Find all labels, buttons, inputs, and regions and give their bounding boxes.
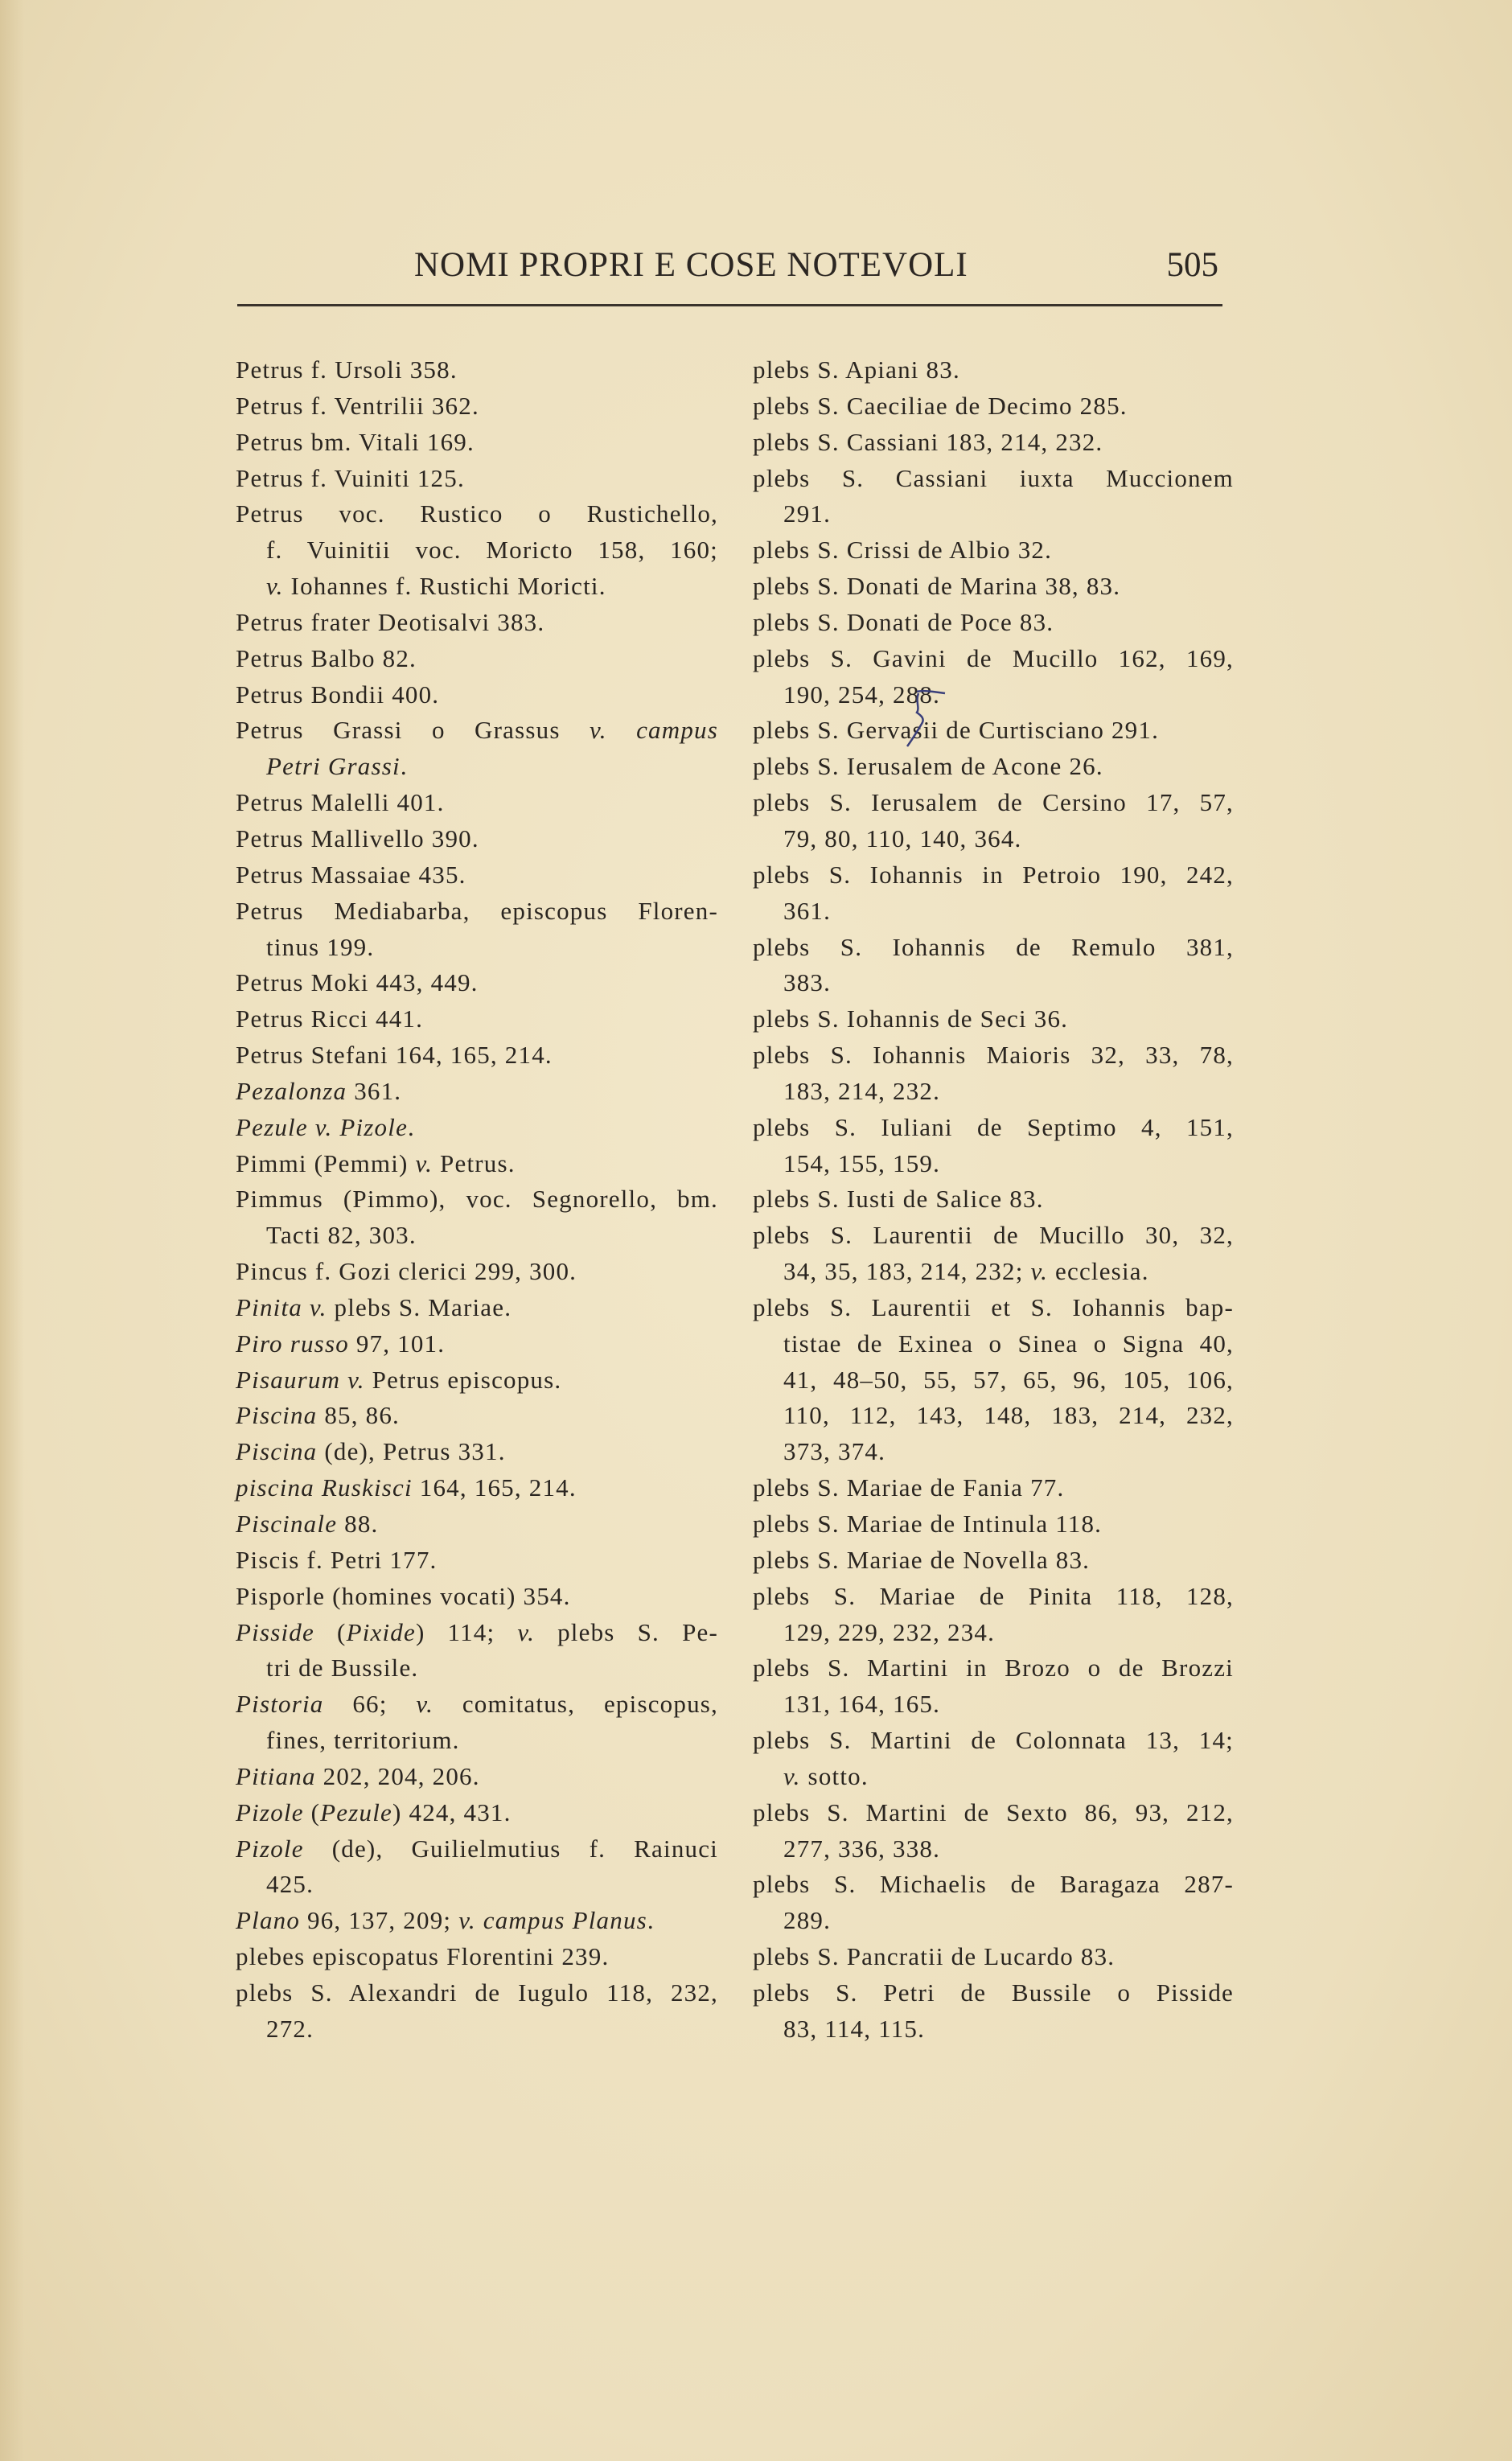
entry-text: Petrus Bondii 400. [236,680,440,709]
entry-text: Pimmus (Pimmo), voc. Segnorello, bm. [236,1185,718,1214]
index-entry [236,461,718,497]
index-entry [236,1506,718,1543]
entry-text: plebs S. Ierusalem de Acone 26. [753,752,1103,781]
entry-text: plebs S. Mariae de Pinita 118, 128, [753,1581,1234,1610]
italic-text: Pinita v. [236,1292,327,1321]
entry-text: 97, 101. [348,1329,446,1358]
index-entry-continuation [753,2011,1234,2048]
italic-text: Pezalonza [236,1076,347,1105]
index-entry [753,641,1234,677]
italic-text: v. [266,572,284,601]
index-entry [236,1939,718,1975]
index-entry [236,1181,718,1218]
entry-text: Petrus Moki 443, 449. [236,968,479,997]
entry-text: 383. [783,968,832,997]
entry-text: plebs S. Cassiani iuxta Muccionem [753,463,1234,492]
index-entry [236,641,718,677]
index-entry [753,1218,1234,1254]
index-entry [753,605,1234,641]
entry-text: Petrus voc. Rustico o Rustichello, [236,499,718,528]
entry-text: plebs S. Apiani 83. [753,355,960,384]
italic-text: Pitiana [236,1761,316,1790]
entry-text: Petrus bm. Vitali 169. [236,427,475,456]
index-entry [753,785,1234,821]
entry-text: 291. [783,499,832,528]
italic-text: v. campus [590,716,718,745]
italic-text: v. campus Planus [458,1906,647,1935]
entry-text: (de), Petrus 331. [317,1437,506,1466]
index-entry-continuation [753,1831,1234,1867]
index-entry-continuation [753,965,1234,1001]
entry-text: Petrus Massaiae 435. [236,860,466,889]
index-entry [236,1146,718,1182]
entry-text: plebs S. Laurentii et S. Iohannis bap- [753,1292,1234,1321]
index-column-left [236,352,718,2048]
entry-text: plebs S. Iohannis de Remulo 381, [753,932,1234,961]
entry-text: Iohannes f. Rustichi Moricti. [283,572,606,601]
index-entry-continuation [753,821,1234,857]
entry-text: tistae de Exinea o Sinea o Signa 40, [783,1329,1234,1358]
entry-text: plebs S. Martini de Colonnata 13, 14; [753,1726,1234,1755]
entry-text: plebs S. Donati de Poce 83. [753,607,1054,636]
index-entry [753,713,1234,749]
italic-text: Pizole [236,1797,304,1826]
entry-text: . [400,752,408,781]
italic-text: v. [415,1148,433,1177]
index-entry [753,1470,1234,1506]
italic-text: v. [517,1617,536,1646]
entry-text: plebs S. Iohannis Maioris 32, 33, 78, [753,1041,1234,1070]
entry-text: 110, 112, 143, 148, 183, 214, 232, [783,1401,1234,1430]
entry-text: Petrus Stefani 164, 165, 214. [236,1041,553,1070]
index-entry [753,857,1234,894]
entry-text: comitatus, episcopus, [433,1690,718,1719]
entry-text: plebs S. Cassiani 183, 214, 232. [753,427,1103,456]
entry-text: 85, 86. [317,1401,400,1430]
index-entry-continuation [753,1254,1234,1290]
index-entry [236,1687,718,1723]
entry-text: ( [303,1797,321,1826]
entry-text: 425. [266,1870,314,1899]
italic-text: v. [416,1690,434,1719]
entry-text: tinus 199. [266,932,375,961]
index-entry [236,1831,718,1867]
header-title: NOMI PROPRI E COSE NOTEVOLI [414,246,968,284]
index-entry [236,713,718,749]
index-entry-continuation [236,1218,718,1254]
entry-text: ) 114; [415,1617,518,1646]
index-entry [236,1470,718,1506]
entry-text: 272. [266,2014,314,2043]
index-entry [236,677,718,713]
index-entry-continuation [753,1146,1234,1182]
entry-text: plebs S. Ierusalem de Cersino 17, 57, [753,788,1234,817]
pen-annotation-mark [901,684,949,772]
italic-text: Pezule v. Pizole [236,1112,409,1141]
entry-text: plebs S. Michaelis de Baragaza 287- [753,1870,1234,1899]
entry-text: fines, territorium. [266,1726,460,1755]
index-entry [236,1110,718,1146]
italic-text: Pixide [346,1617,416,1646]
entry-text: plebs S. Iohannis in Petroio 190, 242, [753,860,1234,889]
index-entry-continuation [236,2011,718,2048]
index-entry [753,1290,1234,1326]
index-entry [236,1254,718,1290]
entry-text: . [408,1112,415,1141]
index-entry [753,1795,1234,1831]
index-entry [236,821,718,857]
entry-text: plebs S. Gavini de Mucillo 162, 169, [753,643,1234,672]
entry-text: Petrus Balbo 82. [236,643,417,672]
entry-text: Petrus f. Ventrilii 362. [236,391,479,420]
index-entry-continuation [236,1650,718,1687]
italic-text: Pisside [236,1617,314,1646]
entry-text: Petrus Malelli 401. [236,788,445,817]
entry-text: plebs S. Mariae de Novella 83. [753,1545,1091,1574]
entry-text: sotto. [800,1761,869,1790]
index-entry [236,857,718,894]
index-entry-continuation [753,496,1234,532]
index-entry-continuation [236,930,718,966]
italic-text: Pezule [320,1797,393,1826]
index-entry [236,785,718,821]
index-entry [236,1759,718,1795]
index-entry [753,1506,1234,1543]
index-entry [753,1037,1234,1074]
entry-text: Petrus Mallivello 390. [236,824,479,853]
italic-text: Piscina [236,1401,318,1430]
index-entry [236,965,718,1001]
index-entry [753,1579,1234,1615]
entry-text: plebs S. Martini in Brozo o de Brozzi [753,1654,1234,1682]
header-rule [237,304,1222,306]
entry-text: 83, 114, 115. [783,2014,926,2043]
entry-text: 79, 80, 110, 140, 364. [783,824,1022,853]
entry-text: 129, 229, 232, 234. [783,1617,996,1646]
index-entry-continuation [753,1362,1234,1399]
index-entry [236,1326,718,1362]
index-entry-continuation [753,1615,1234,1651]
entry-text: Petrus. [433,1148,516,1177]
entry-text: 34, 35, 183, 214, 232; [783,1257,1031,1286]
italic-text: Pizole [236,1834,304,1863]
index-entry [236,1074,718,1110]
index-entry [236,1795,718,1831]
page-number: 505 [1166,246,1218,284]
entry-text: 373, 374. [783,1437,886,1466]
index-entry [753,1181,1234,1218]
index-entry-continuation [753,1398,1234,1434]
entry-text: plebs S. Iohannis de Seci 36. [753,1005,1069,1033]
italic-text: Piscinale [236,1510,338,1538]
entry-text: plebs S. Mariae de Fania 77. [753,1473,1065,1502]
index-entry [753,1975,1234,2011]
index-entry [236,1434,718,1470]
entry-text: 277, 336, 338. [783,1834,941,1863]
italic-text: v. [783,1761,801,1790]
entry-text: plebs S. Laurentii de Mucillo 30, 32, [753,1221,1234,1250]
index-entry-continuation [236,569,718,605]
index-entry [236,352,718,388]
entry-text: Petrus Ricci 441. [236,1005,424,1033]
index-entry-continuation [753,1074,1234,1110]
entry-text: Pisporle (homines vocati) 354. [236,1581,571,1610]
page-edge-shadow [0,0,24,2461]
running-header [237,245,1222,294]
index-entry [236,496,718,532]
index-entry [753,1939,1234,1975]
index-entry [236,894,718,930]
index-entry-continuation [753,677,1234,713]
entry-text: Petrus f. Vuiniti 125. [236,463,465,492]
entry-text: plebs S. Donati de Marina 38, 83. [753,572,1121,601]
entry-text: ) 424, 431. [392,1797,512,1826]
index-entry [236,1362,718,1399]
entry-text: 66; [323,1690,417,1719]
italic-text: piscina Ruskisci [236,1473,413,1502]
entry-text: 88. [337,1510,379,1538]
entry-text: . [647,1906,655,1935]
index-entry [753,425,1234,461]
entry-text: plebs S. Mariae. [327,1292,512,1321]
entry-text: 361. [783,896,832,925]
italic-text: v. [1030,1257,1049,1286]
index-entry [236,1903,718,1939]
entry-text: Pincus f. Gozi clerici 299, 300. [236,1257,577,1286]
entry-text: tri de Bussile. [266,1654,419,1682]
entry-text: 131, 164, 165. [783,1690,941,1719]
entry-text: plebes episcopatus Florentini 239. [236,1942,610,1971]
entry-text: plebs S. Iuliani de Septimo 4, 151, [753,1112,1234,1141]
entry-text: Piscis f. Petri 177. [236,1545,438,1574]
entry-text: plebs S. Pe- [535,1617,718,1646]
entry-text: Tacti 82, 303. [266,1221,417,1250]
index-entry [236,1579,718,1615]
index-entry [753,569,1234,605]
index-entry [753,749,1234,785]
index-entry-continuation [236,1867,718,1903]
entry-text: plebs S. Caeciliae de Decimo 285. [753,391,1128,420]
index-entry [236,425,718,461]
entry-text: 361. [347,1076,402,1105]
entry-text: plebs S. Crissi de Albio 32. [753,536,1053,565]
index-entry [236,1037,718,1074]
italic-text: Pisaurum v. [236,1365,365,1394]
index-entry-continuation [753,1903,1234,1939]
index-entry [236,1543,718,1579]
index-entry [753,352,1234,388]
index-entry-continuation [753,1759,1234,1795]
entry-text: ecclesia. [1048,1257,1149,1286]
italic-text: Plano [236,1906,301,1935]
index-column-right [753,352,1234,2048]
entry-text: f. Vuinitii voc. Moricto 158, 160; [266,536,718,565]
entry-text: 164, 165, 214. [412,1473,577,1502]
entry-text: 154, 155, 159. [783,1148,941,1177]
index-entry [236,1975,718,2011]
entry-text: Petrus Grassi o Grassus [236,716,590,745]
entry-text: plebs S. Martini de Sexto 86, 93, 212, [753,1797,1234,1826]
index-entry [236,1001,718,1037]
entry-text: 289. [783,1906,832,1935]
index-entry [236,388,718,425]
italic-text: Piro russo [236,1329,349,1358]
entry-text: 190, 254, 288. [783,680,941,709]
index-entry [753,1650,1234,1687]
entry-text: plebs S. Petri de Bussile o Pisside [753,1978,1234,2007]
entry-text: plebs S. Mariae de Intinula 118. [753,1510,1103,1538]
entry-text: Petrus frater Deotisalvi 383. [236,607,545,636]
entry-text: Petrus f. Ursoli 358. [236,355,458,384]
index-entry [753,1723,1234,1759]
index-entry [753,388,1234,425]
entry-text: plebs S. Iusti de Salice 83. [753,1185,1044,1214]
entry-text: Petrus episcopus. [364,1365,562,1394]
index-entry [753,1867,1234,1903]
entry-text: 202, 204, 206. [315,1761,480,1790]
index-entry-continuation [753,1326,1234,1362]
entry-text: 183, 214, 232. [783,1076,941,1105]
entry-text: plebs S. Gervasii de Curtisciano 291. [753,716,1160,745]
entry-text: ( [314,1617,347,1646]
index-entry [236,1290,718,1326]
index-entry-continuation [236,532,718,569]
index-entry [753,532,1234,569]
entry-text: plebs S. Pancratii de Lucardo 83. [753,1942,1116,1971]
index-entry-continuation [236,1723,718,1759]
index-entry-continuation [753,1434,1234,1470]
index-entry-continuation [236,749,718,785]
index-entry-continuation [753,894,1234,930]
index-entry [236,1398,718,1434]
index-entry [753,1543,1234,1579]
entry-text: 96, 137, 209; [300,1906,459,1935]
italic-text: Pistoria [236,1690,324,1719]
index-entry [236,605,718,641]
index-entry [236,1615,718,1651]
index-entry [753,1110,1234,1146]
italic-text: Piscina [236,1437,318,1466]
italic-text: Petri Grassi [266,752,401,781]
entry-text: plebs S. Alexandri de Iugulo 118, 232, [236,1978,718,2007]
index-entry-continuation [753,1687,1234,1723]
entry-text: Petrus Mediabarba, episcopus Floren- [236,896,718,925]
entry-text: 41, 48–50, 55, 57, 65, 96, 105, 106, [783,1365,1234,1394]
index-entry [753,461,1234,497]
entry-text: Pimmi (Pemmi) [236,1148,416,1177]
index-entry [753,1001,1234,1037]
index-entry [753,930,1234,966]
entry-text: (de), Guilielmutius f. Rainuci [303,1834,718,1863]
